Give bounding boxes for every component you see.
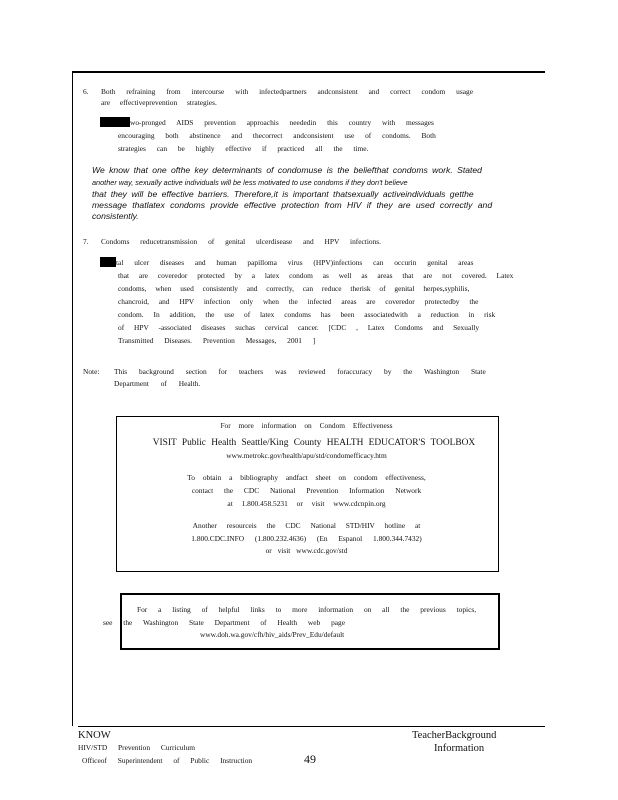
item6-line1: Both refraining from intercourse with infectedpartners andconsistent and correct condom usage bbox=[101, 87, 473, 96]
note-line1: This background section for teachers was reviewed foraccuracy by the Washington State bbox=[114, 367, 486, 376]
italic-line3: that they will be effective barriers. Therefore,it is important thatsexually activeindividuals getthe bbox=[92, 189, 474, 199]
item6-sub-line3: strategies can be highly effective if practiced all the time. bbox=[118, 144, 369, 153]
footer-section2: Information bbox=[434, 743, 485, 754]
note-line2: Department of Health. bbox=[114, 379, 201, 388]
top-rule bbox=[72, 71, 545, 73]
item6-sub-text1: wo-pronged AIDS prevention approachis neededin this country with messages bbox=[130, 118, 434, 127]
links-line1: For a listing of helpful links to more information on all the previous topics, bbox=[137, 605, 477, 614]
item7-para-line7: Transmitted Diseases. Prevention Messages, 2001 ] bbox=[118, 336, 316, 345]
footer-know: KNOW bbox=[78, 730, 111, 741]
page-number: 49 bbox=[304, 752, 316, 766]
item7-para-line4: chancroid, and HPV infection only when the infected areas are coveredor protectedby the bbox=[118, 297, 479, 306]
footer-rule bbox=[78, 726, 545, 727]
info-biblio2: contact the CDC National Prevention Information Network bbox=[191, 486, 422, 495]
info-another2: 1.800.CDC.INFO (1.800.232.4636) (En Espanol 1.800.344.7432) bbox=[191, 534, 422, 543]
info-visit: VISIT Public Health Seattle/King County HEALTH EDUCATOR'S TOOLBOX bbox=[152, 438, 476, 448]
redaction-bar bbox=[100, 257, 116, 267]
info-heading: For more information on Condom Effectiveness bbox=[220, 421, 393, 430]
italic-line1: We know that one ofthe key determinants of condomuse is the beliefthat condoms work. Stated bbox=[92, 165, 482, 175]
info-url1[interactable]: www.metrokc.gov/health/apu/std/condomefficacy.htm bbox=[226, 451, 387, 460]
italic-line2: another way, sexually active individuals will be less motivated to use condoms if they don't believe bbox=[92, 178, 408, 187]
info-biblio1: To obtain a bibliography andfact sheet on condom effectiveness, bbox=[187, 473, 426, 482]
item7-heading: Condoms reducetransmission of genital ulcerdisease and HPV infections. bbox=[101, 237, 382, 246]
links-line2: see the Washington State Department of Health web page bbox=[103, 618, 346, 627]
item6-sub-line2: encouraging both abstinence and thecorrect andconsistent use of condoms. Both bbox=[118, 131, 436, 140]
item7-number: 7. bbox=[83, 237, 89, 246]
item7-para-line5: condom. In addition, the use of latex condoms has been associatedwith a reduction in risk bbox=[118, 310, 496, 319]
note-label: Note: bbox=[83, 367, 100, 376]
left-rule bbox=[72, 72, 73, 726]
italic-line5: consistently. bbox=[92, 211, 139, 221]
links-url[interactable]: www.doh.wa.gov/cfh/hiv_aids/Prev_Edu/default bbox=[200, 630, 345, 639]
item7-para-line6: of HPV -associated diseases suchas cervical cancer. [CDC , Latex Condoms and Sexually bbox=[118, 323, 480, 332]
item7-p1-text: tal ulcer diseases and human papilloma virus (HPV)infections can occurin genital areas bbox=[116, 258, 474, 267]
footer-section1: TeacherBackground bbox=[412, 730, 497, 741]
redaction-bar bbox=[100, 117, 130, 127]
footer-office: Officeof Superintendent of Public Instruction bbox=[82, 756, 253, 765]
info-another1: Another resourceis the CDC National STD/HIV hotline at bbox=[192, 521, 421, 530]
info-biblio3[interactable]: at 1.800.458.5231 or visit www.cdcnpin.org bbox=[227, 499, 386, 508]
footer-curriculum: HIV/STD Prevention Curriculum bbox=[78, 743, 195, 752]
italic-line4: message thatlatex condoms provide effective protection from HIV if they are used correctly and bbox=[92, 200, 493, 210]
item7-para-line1 bbox=[100, 257, 473, 269]
item7-para-line2: that are coveredor protected by a latex condom as well as areas that are not covered. Latex bbox=[118, 271, 514, 280]
item7-para-line3: condoms, when used consistently and correctly, can reduce therisk of genital herpes,syphilis, bbox=[118, 284, 470, 293]
item6-line2: are effectiveprevention strategies. bbox=[101, 98, 217, 107]
info-another3[interactable]: or visit www.cdc.gov/std bbox=[265, 546, 348, 555]
item6-sub-line1 bbox=[100, 117, 434, 129]
item6-number: 6. bbox=[83, 87, 89, 96]
